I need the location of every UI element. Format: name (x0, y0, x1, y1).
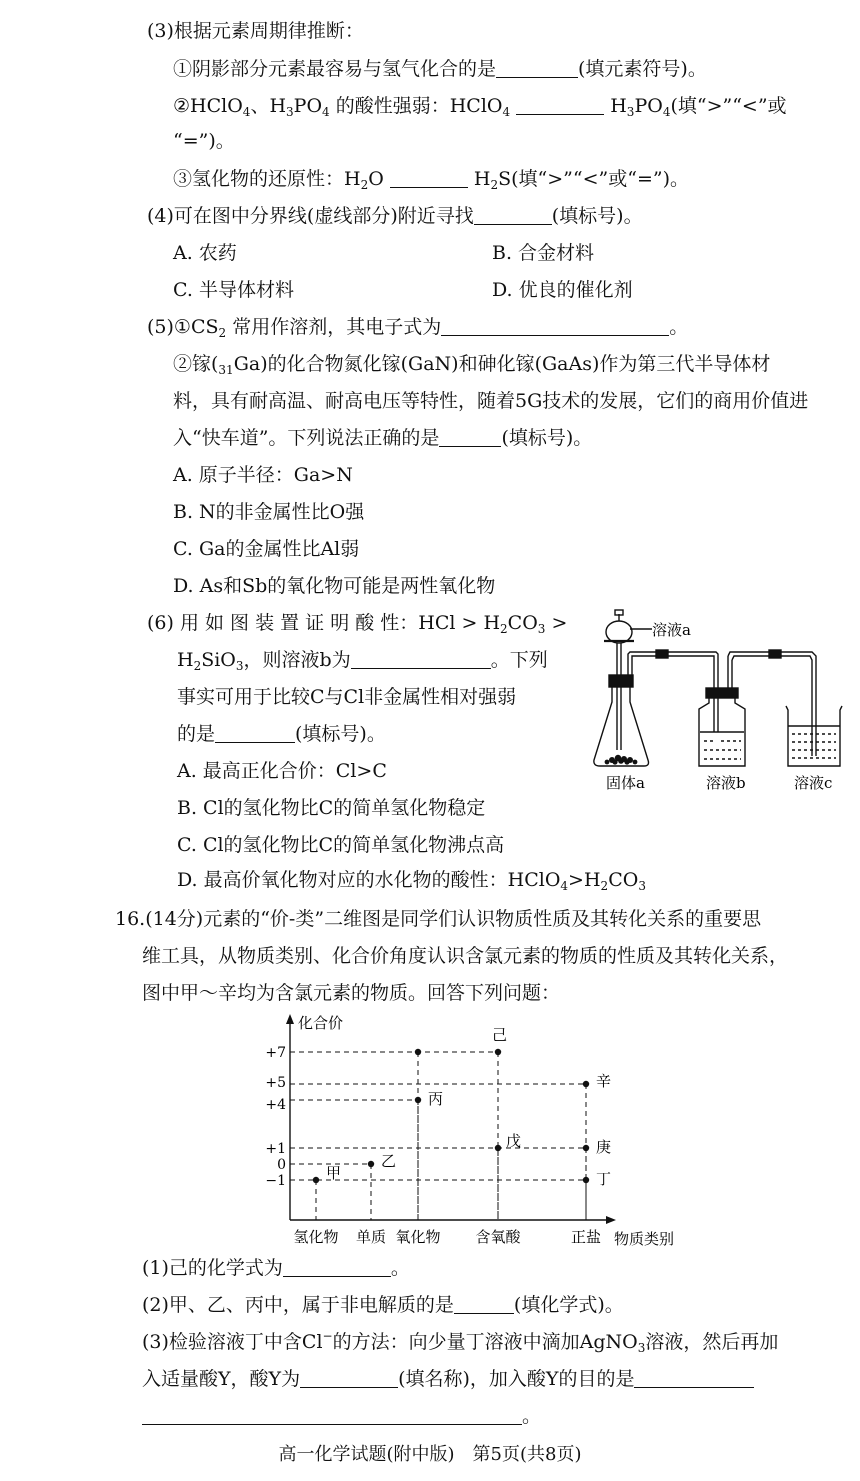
q15-5-option-c: C. Ga的金属性比Al弱 (173, 538, 360, 560)
x-category-label: 含氧酸 (475, 1228, 521, 1246)
q15-4-option-d: D. 优良的催化剂 (492, 279, 633, 301)
q15-6-l3: 事实可用于比较C与Cl非金属性相对强弱 (177, 686, 517, 708)
answer-blank[interactable] (496, 57, 578, 78)
q15-4-option-c: C. 半导体材料 (173, 279, 294, 301)
q15-5-item2-l3: 入“快车道”。下列说法正确的是 (填标号)。 (173, 427, 593, 449)
q16-3-l2: 入适量酸Y，酸Y为 (填名称)，加入酸Y的目的是 (142, 1366, 754, 1392)
q15-4-option-b: B. 合金材料 (492, 242, 595, 264)
q15-5-option-d: D. As和Sb的氧化物可能是两性氧化物 (173, 575, 496, 597)
data-point (495, 1145, 501, 1151)
q15-4-option-a: A. 农药 (173, 242, 237, 264)
x-category-label: 单质 (355, 1228, 387, 1246)
label-solution-b: 溶液b (706, 774, 746, 792)
q15-5-option-a: A. 原子半径：Ga>N (173, 464, 353, 486)
q15-6-option-c: C. Cl的氢化物比C的简单氢化物沸点高 (177, 834, 505, 856)
point-label: 戊 (506, 1132, 522, 1150)
q16-2: (2)甲、乙、丙中，属于非电解质的是 (填化学式)。 (142, 1294, 624, 1316)
q15-5-item2-l1: ②镓$(_{31}Ga)$的化合物氮化镓(GaN)和砷化镓(GaAs)作为第三代半导体材 (173, 353, 771, 377)
y-tick-label: −1 (265, 1173, 286, 1189)
q15-3-item3: ③氢化物的还原性：$H_2O$ $H_2S$(填“>”“<”或“=”)。 (173, 168, 689, 192)
answer-blank[interactable] (351, 648, 491, 669)
data-point (368, 1161, 374, 1167)
q16-stem-l2: 维工具，从物质类别、化合价角度认识含氯元素的物质的性质及其转化关系， (142, 945, 789, 967)
q15-6-l4: 的是 (填标号)。 (177, 723, 386, 745)
q16-3-l3: 。 (142, 1403, 541, 1429)
answer-blank[interactable] (300, 1367, 398, 1388)
data-point (583, 1177, 589, 1183)
q15-5-item2-l2: 料，具有耐高温、耐高电压等特性，随着5G技术的发展，它们的商用价值进 (173, 390, 809, 412)
point-label: 己 (492, 1026, 508, 1044)
data-point (313, 1177, 319, 1183)
point-label: 甲 (326, 1164, 342, 1182)
point-label: 丁 (596, 1170, 612, 1188)
answer-blank[interactable] (215, 722, 295, 743)
answer-blank[interactable] (454, 1293, 514, 1314)
q16-3-l1: (3)检验溶液丁中含Cl−的方法：向少量丁溶液中滴加AgNO$_3$溶液，然后再加 (142, 1329, 779, 1355)
answer-blank[interactable] (390, 167, 468, 188)
answer-blank[interactable] (474, 204, 552, 225)
q15-3-item2-cont: “=”)。 (173, 130, 235, 152)
answer-blank[interactable] (516, 94, 604, 115)
answer-blank[interactable] (439, 426, 501, 447)
y-tick-label: 0 (277, 1157, 286, 1173)
data-point (495, 1049, 501, 1055)
y-tick-label: +5 (265, 1075, 286, 1091)
point-label: 辛 (596, 1072, 612, 1090)
q16-1: (1)己的化学式为 。 (142, 1257, 410, 1279)
point-label: 乙 (381, 1152, 397, 1170)
x-category-label: 氢化物 (293, 1228, 339, 1246)
q15-4-head: (4)可在图中分界线(虚线部分)附近寻找 (填标号)。 (147, 205, 643, 227)
x-axis-label: 物质类别 (614, 1230, 675, 1248)
q15-6-l2: $H_2SiO_3$，则溶液b为 。下列 (177, 649, 548, 673)
label-solution-a: 溶液a (652, 621, 691, 639)
data-point (415, 1097, 421, 1103)
y-tick-label: +7 (265, 1045, 286, 1061)
q15-3-head: (3)根据元素周期律推断： (147, 20, 364, 42)
label-solid-a: 固体a (606, 774, 645, 792)
q15-3-item2: ②HClO$_4$、$H_3PO_4$ 的酸性强弱：HClO$_4$ $H_3PO_4$(填“>”“<”或 (173, 95, 787, 119)
data-point (583, 1081, 589, 1087)
page-footer: 高一化学试题(附中版) 第5页(共8页) (278, 1444, 582, 1465)
answer-blank[interactable] (142, 1404, 522, 1425)
data-point (415, 1049, 421, 1055)
q15-3-item1: ①阴影部分元素最容易与氢气化合的是 (填元素符号)。 (173, 58, 707, 80)
y-axis-label: 化合价 (298, 1014, 344, 1032)
valence-category-chart (256, 1010, 702, 1250)
q15-6-option-b: B. Cl的氢化物比C的简单氢化物稳定 (177, 797, 486, 819)
y-tick-label: +1 (265, 1141, 286, 1157)
q16-stem-l1: 16.(14分)元素的“价-类”二维图是同学们认识物质性质及其转化关系的重要思 (115, 908, 762, 930)
q15-5-item1: $(5)①CS_2$ 常用作溶剂，其电子式为 。 (147, 316, 689, 340)
q15-6-l1: (6) 用 如 图 装 置 证 明 酸 性：HCl > $H_2CO_3$ > (147, 612, 568, 636)
x-category-label: 正盐 (570, 1228, 602, 1246)
answer-blank[interactable] (441, 315, 669, 336)
answer-blank[interactable] (634, 1367, 754, 1388)
data-point (583, 1145, 589, 1151)
label-solution-c: 溶液c (794, 774, 833, 792)
q15-6-option-d: D. 最高价氧化物对应的水化物的酸性：$HClO_4>H_2CO_3$ (177, 869, 646, 893)
q15-6-option-a: A. 最高正化合价：Cl>C (177, 760, 387, 782)
point-label: 丙 (428, 1090, 444, 1108)
x-category-label: 氧化物 (395, 1228, 441, 1246)
answer-blank[interactable] (283, 1256, 391, 1277)
q16-stem-l3: 图中甲～辛均为含氯元素的物质。回答下列问题： (142, 982, 561, 1004)
q15-5-option-b: B. N的非金属性比O强 (173, 501, 365, 523)
apparatus-figure (588, 600, 850, 800)
y-tick-label: +4 (265, 1097, 286, 1113)
point-label: 庚 (596, 1138, 612, 1156)
